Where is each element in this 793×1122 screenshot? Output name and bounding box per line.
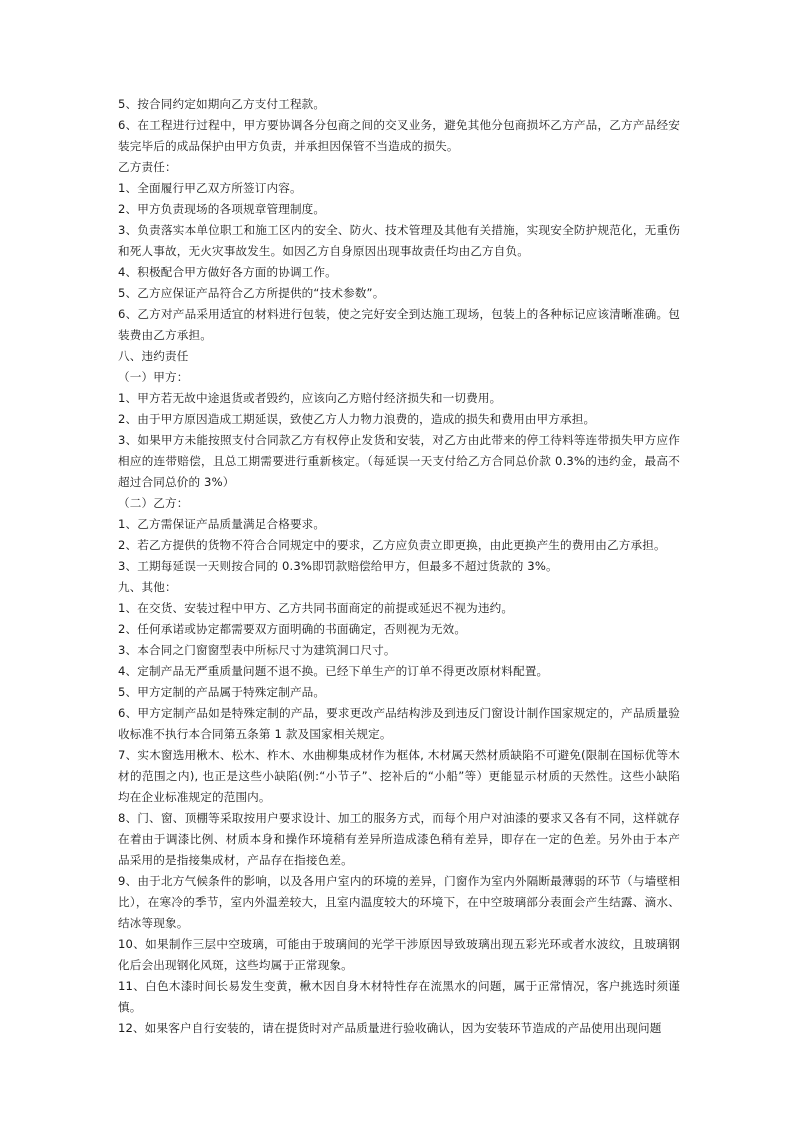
paragraph: 3、本合同之门窗窗型表中所标尺寸为建筑洞口尺寸。 — [118, 643, 396, 657]
subsection-heading: （二）乙方： — [118, 496, 189, 510]
paragraph: 3、负责落实本单位职工和施工区内的安全、防火、技术管理及其他有关措施，实现安全防护规范化，无重伤和死人事故，无火灾事故发生。如因乙方自身原因出现事故责任均由乙方自负。 — [118, 223, 680, 258]
paragraph: 10、如果制作三层中空玻璃，可能由于玻璃间的光学干涉原因导致玻璃出现五彩光环或者水波纹，且玻璃钢化后会出现钢化风斑，这些均属于正常现象。 — [118, 937, 680, 972]
paragraph: 9、由于北方气候条件的影响，以及各用户室内的环境的差异，门窗作为室内外隔断最薄弱的环节（与墙壁相比），在寒冷的季节，室内外温差较大，且室内温度较大的环境下，在中空玻璃部分表面会产生结露、滴水、结冰等现象。 — [118, 874, 680, 930]
paragraph: 3、工期每延误一天则按合同的 0.3%即罚款赔偿给甲方，但最多不超过货款的 3%。 — [118, 559, 558, 573]
document-body — [118, 94, 680, 1039]
section-heading: 乙方责任： — [118, 160, 177, 174]
paragraph: 1、甲方若无故中途退货或者毁约，应该向乙方赔付经济损失和一切费用。 — [118, 391, 502, 405]
section-heading: 八、违约责任 — [118, 349, 189, 363]
paragraph: 11、白色木漆时间长易发生变黄，楸木因自身木材特性存在流黑水的问题，属于正常情况，客户挑选时须谨慎。 — [118, 979, 680, 1014]
paragraph: 6、甲方定制产品如是特殊定制的产品，要求更改产品结构涉及到违反门窗设计制作国家规定的，产品质量验收标准不执行本合同第五条第 1 款及国家相关规定。 — [118, 706, 680, 741]
paragraph: 2、甲方负责现场的各项规章管理制度。 — [118, 202, 326, 216]
paragraph: 3、如果甲方未能按照支付合同款乙方有权停止发货和安装，对乙方由此带来的停工待料等连带损失甲方应作相应的连带赔偿，且总工期需要进行重新核定。（每延误一天支付给乙方合同总价款 0.3%的违约金，最高不超过合同总价的 3%） — [118, 433, 680, 489]
paragraph: 5、按合同约定如期向乙方支付工程款。 — [118, 97, 326, 111]
paragraph: 7、实木窗选用楸木、松木、柞木、水曲柳集成材作为框体, 木材属天然材质缺陷不可避免(限制在国标优等木材的范围之内), 也正是这些小缺陷(例:“小节子”、挖补后的“小船”等）更能显示材质的天然性。这些小缺陷均在企业标准规定的范围内。 — [118, 748, 680, 804]
subsection-heading: （一）甲方： — [118, 370, 189, 384]
paragraph: 2、若乙方提供的货物不符合合同规定中的要求，乙方应负责立即更换，由此更换产生的费用由乙方承担。 — [118, 538, 666, 552]
paragraph: 4、定制产品无严重质量问题不退不换。已经下单生产的订单不得更改原材料配置。 — [118, 664, 549, 678]
paragraph: 5、甲方定制的产品属于特殊定制产品。 — [118, 685, 326, 699]
paragraph: 6、在工程进行过程中，甲方要协调各分包商之间的交叉业务，避免其他分包商损坏乙方产品，乙方产品经安装完毕后的成品保护由甲方负责，并承担因保管不当造成的损失。 — [118, 118, 680, 153]
paragraph: 2、由于甲方原因造成工期延误，致使乙方人力物力浪费的，造成的损失和费用由甲方承担。 — [118, 412, 596, 426]
paragraph: 12、如果客户自行安装的，请在提货时对产品质量进行验收确认，因为安装环节造成的产品使用出现问题 — [118, 1021, 662, 1035]
paragraph: 5、乙方应保证产品符合乙方所提供的“技术参数”。 — [118, 286, 385, 300]
paragraph: 1、全面履行甲乙双方所签订内容。 — [118, 181, 302, 195]
paragraph: 6、乙方对产品采用适宜的材料进行包装，使之完好安全到达施工现场，包装上的各种标记应该清晰准确。包装费由乙方承担。 — [118, 307, 680, 342]
paragraph: 1、乙方需保证产品质量满足合格要求。 — [118, 517, 326, 531]
paragraph: 4、积极配合甲方做好各方面的协调工作。 — [118, 265, 337, 279]
paragraph: 2、任何承诺或协定都需要双方面明确的书面确定，否则视为无效。 — [118, 622, 467, 636]
paragraph: 1、在交货、安装过程中甲方、乙方共同书面商定的前提或延迟不视为违约。 — [118, 601, 514, 615]
paragraph: 8、门、窗、顶棚等采取按用户要求设计、加工的服务方式，而每个用户对油漆的要求又各有不同，这样就存在着由于调漆比例、材质本身和操作环境稍有差异所造成漆色稍有差异，即存在一定的色差。另外由于本产品采用的是指接集成材，产品存在指接色差。 — [118, 811, 680, 867]
section-heading: 九、其他： — [118, 580, 177, 594]
